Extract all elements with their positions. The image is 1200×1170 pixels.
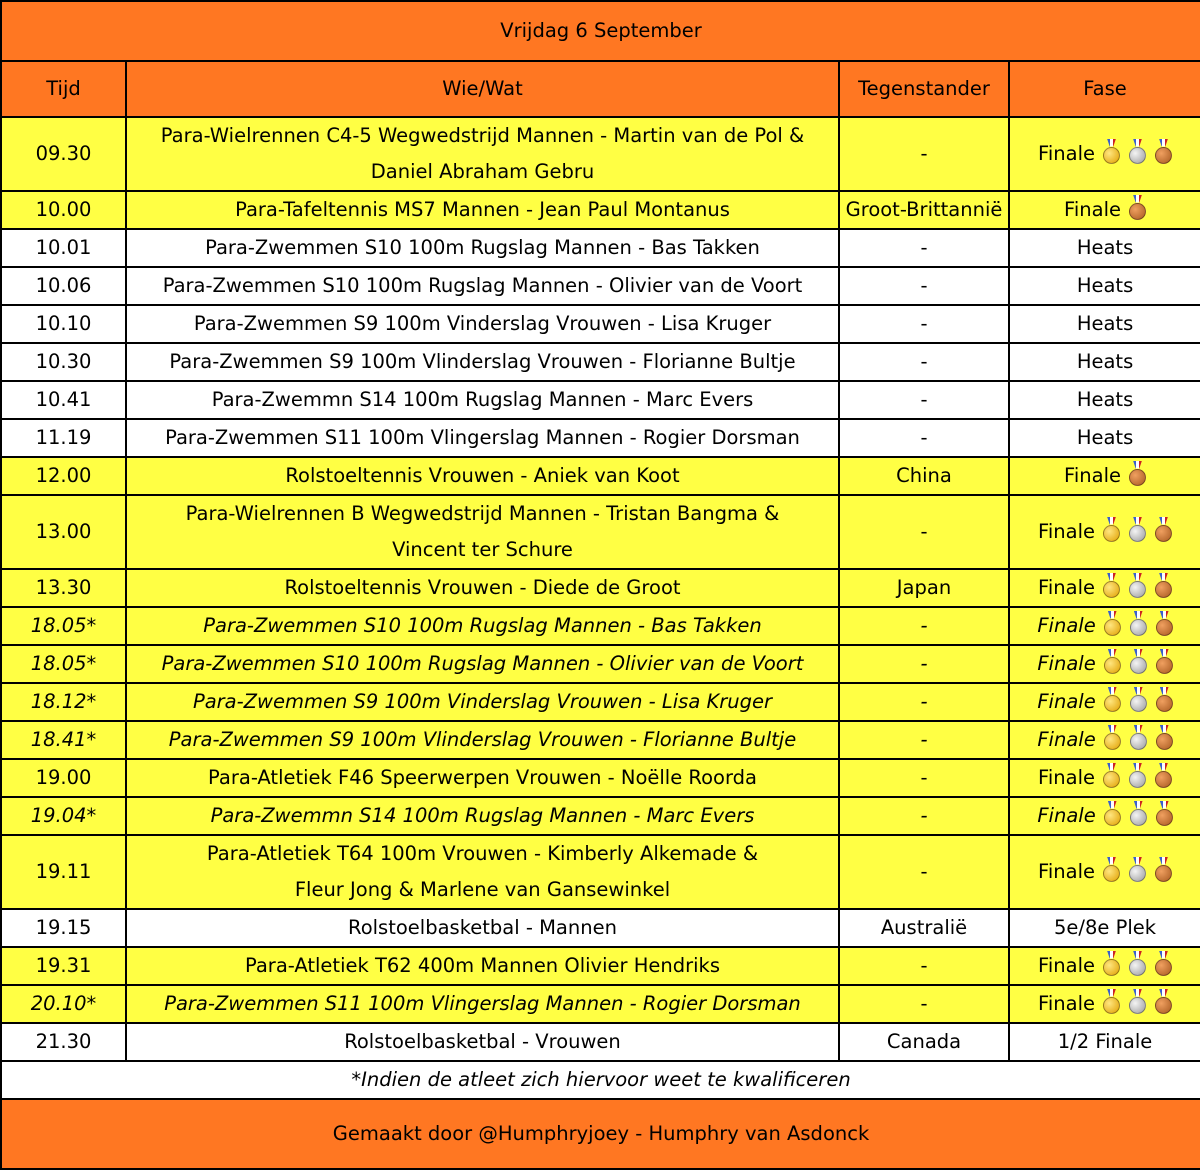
phase-wrap — [1077, 344, 1133, 380]
event-text: Para-Zwemmn S14 100m Rugslag Mannen - Marc Evers — [210, 804, 755, 827]
phase-wrap — [1058, 1024, 1153, 1060]
opponent-cell: - — [839, 721, 1009, 759]
phase-text: 5e/8e Plek — [1054, 916, 1157, 939]
event-text: Vincent ter Schure — [392, 538, 573, 561]
credits: Gemaakt door @Humphryjoey - Humphry van Asdonck — [1, 1099, 1200, 1169]
time-cell: 09.30 — [1, 117, 126, 191]
time-cell: 10.00 — [1, 191, 126, 229]
table-row — [1, 381, 1200, 419]
silver-medal-icon — [1129, 525, 1146, 542]
table-row — [1, 267, 1200, 305]
gold-medal-icon — [1103, 147, 1120, 164]
event-cell — [126, 117, 839, 191]
phase-wrap — [1038, 514, 1172, 550]
medal-group — [1104, 618, 1173, 635]
medal-group — [1103, 958, 1172, 975]
event-cell — [126, 645, 839, 683]
phase-cell — [1009, 191, 1200, 229]
phase-text: Finale — [1038, 576, 1095, 599]
bronze-medal-icon — [1155, 525, 1172, 542]
phase-text: Finale — [1037, 614, 1096, 637]
silver-medal-icon — [1130, 657, 1147, 674]
event-cell — [126, 381, 839, 419]
phase-cell — [1009, 495, 1200, 569]
event-cell — [126, 229, 839, 267]
event-text: Para-Atletiek F46 Speerwerpen Vrouwen - Noëlle Roorda — [208, 766, 757, 789]
event-cell — [126, 607, 839, 645]
phase-text: Finale — [1037, 728, 1096, 751]
time-cell: 18.12* — [1, 683, 126, 721]
phase-wrap — [1037, 722, 1172, 758]
phase-text: Heats — [1076, 426, 1134, 449]
medal-group — [1103, 580, 1172, 597]
event-text: Para-Wielrennen C4-5 Wegwedstrijd Mannen - Martin van de Pol & — [160, 124, 805, 147]
opponent-cell: - — [839, 305, 1009, 343]
silver-medal-icon — [1129, 865, 1146, 882]
table-row — [1, 495, 1200, 569]
phase-wrap — [1064, 192, 1146, 228]
medal-group — [1129, 202, 1146, 219]
medal-group — [1103, 770, 1172, 787]
gold-medal-icon — [1103, 525, 1120, 542]
phase-cell — [1009, 683, 1200, 721]
phase-cell — [1009, 759, 1200, 797]
event-text: Para-Zwemmen S10 100m Rugslag Mannen - Bas Takken — [205, 236, 760, 259]
gold-medal-icon — [1103, 865, 1120, 882]
event-cell — [126, 569, 839, 607]
event-text: Para-Zwemmen S10 100m Rugslag Mannen - Olivier van de Voort — [161, 652, 804, 675]
opponent-cell: - — [839, 381, 1009, 419]
event-cell — [126, 305, 839, 343]
phase-wrap — [1037, 608, 1172, 644]
phase-cell — [1009, 1023, 1200, 1061]
table-row — [1, 457, 1200, 495]
phase-wrap — [1038, 136, 1172, 172]
footer-row — [1, 1099, 1200, 1169]
opponent-cell: - — [839, 343, 1009, 381]
gold-medal-icon — [1104, 733, 1121, 750]
phase-cell — [1009, 835, 1200, 909]
medal-group — [1104, 732, 1173, 749]
phase-wrap — [1037, 798, 1172, 834]
event-cell — [126, 191, 839, 229]
event-text: Para-Zwemmen S10 100m Rugslag Mannen - Olivier van de Voort — [162, 274, 803, 297]
event-text: Daniel Abraham Gebru — [370, 160, 595, 183]
time-cell: 19.15 — [1, 909, 126, 947]
event-cell — [126, 495, 839, 569]
event-cell — [126, 909, 839, 947]
opponent-cell: - — [839, 419, 1009, 457]
table-row — [1, 117, 1200, 191]
phase-cell — [1009, 457, 1200, 495]
event-text: Rolstoelbasketbal - Mannen — [348, 916, 617, 939]
event-text: Para-Zwemmen S9 100m Vinderslag Vrouwen - Lisa Kruger — [193, 312, 772, 335]
phase-wrap — [1077, 230, 1133, 266]
table-row — [1, 759, 1200, 797]
phase-cell — [1009, 607, 1200, 645]
column-header-opponent: Tegenstander — [839, 61, 1009, 117]
phase-text: Heats — [1076, 274, 1134, 297]
page-title: Vrijdag 6 September — [1, 1, 1200, 61]
opponent-cell: - — [839, 495, 1009, 569]
phase-cell — [1009, 947, 1200, 985]
table-row — [1, 645, 1200, 683]
table-row — [1, 835, 1200, 909]
time-cell: 10.30 — [1, 343, 126, 381]
phase-wrap — [1038, 948, 1172, 984]
medal-group — [1103, 996, 1172, 1013]
event-cell — [126, 1023, 839, 1061]
event-text: Para-Tafeltennis MS7 Mannen - Jean Paul Montanus — [235, 198, 730, 221]
bronze-medal-icon — [1129, 203, 1146, 220]
event-text: Para-Zwemmen S9 100m Vlinderslag Vrouwen - Florianne Bultje — [169, 350, 796, 373]
phase-cell — [1009, 305, 1200, 343]
table-row — [1, 569, 1200, 607]
silver-medal-icon — [1129, 959, 1146, 976]
footnote-row — [1, 1061, 1200, 1099]
phase-wrap — [1064, 458, 1146, 494]
time-cell: 19.11 — [1, 835, 126, 909]
event-text: Para-Zwemmen S9 100m Vinderslag Vrouwen - Lisa Kruger — [192, 690, 773, 713]
silver-medal-icon — [1129, 771, 1146, 788]
bronze-medal-icon — [1155, 959, 1172, 976]
opponent-cell: - — [839, 645, 1009, 683]
time-cell: 19.00 — [1, 759, 126, 797]
phase-cell — [1009, 645, 1200, 683]
phase-text: Finale — [1038, 992, 1095, 1015]
opponent-cell: - — [839, 267, 1009, 305]
opponent-cell: - — [839, 683, 1009, 721]
opponent-cell: Groot-Brittannië — [839, 191, 1009, 229]
gold-medal-icon — [1104, 657, 1121, 674]
phase-wrap — [1037, 646, 1172, 682]
phase-cell — [1009, 229, 1200, 267]
opponent-cell: - — [839, 759, 1009, 797]
table-row — [1, 909, 1200, 947]
event-cell — [126, 797, 839, 835]
table-row — [1, 947, 1200, 985]
time-cell: 10.01 — [1, 229, 126, 267]
table-row — [1, 985, 1200, 1023]
medal-group — [1104, 808, 1173, 825]
medal-group — [1129, 468, 1146, 485]
event-cell — [126, 721, 839, 759]
gold-medal-icon — [1103, 959, 1120, 976]
silver-medal-icon — [1130, 733, 1147, 750]
phase-text: Finale — [1064, 198, 1121, 221]
table-row — [1, 343, 1200, 381]
bronze-medal-icon — [1155, 771, 1172, 788]
time-cell: 13.00 — [1, 495, 126, 569]
bronze-medal-icon — [1156, 657, 1173, 674]
event-text: Para-Zwemmen S10 100m Rugslag Mannen - Bas Takken — [203, 614, 762, 637]
event-text: Para-Zwemmn S14 100m Rugslag Mannen - Marc Evers — [211, 388, 754, 411]
column-header-who: Wie/Wat — [126, 61, 839, 117]
phase-wrap — [1037, 684, 1172, 720]
phase-cell — [1009, 797, 1200, 835]
phase-text: Heats — [1076, 236, 1134, 259]
medal-group — [1103, 864, 1172, 881]
bronze-medal-icon — [1156, 695, 1173, 712]
time-cell: 19.31 — [1, 947, 126, 985]
phase-text: Finale — [1064, 464, 1121, 487]
time-cell: 19.04* — [1, 797, 126, 835]
phase-text: Finale — [1038, 520, 1095, 543]
phase-cell — [1009, 721, 1200, 759]
opponent-cell: China — [839, 457, 1009, 495]
table-row — [1, 607, 1200, 645]
table-row — [1, 191, 1200, 229]
gold-medal-icon — [1103, 581, 1120, 598]
phase-cell — [1009, 267, 1200, 305]
opponent-cell: - — [839, 117, 1009, 191]
phase-wrap — [1038, 986, 1172, 1022]
phase-text: Finale — [1038, 954, 1095, 977]
phase-cell — [1009, 343, 1200, 381]
time-cell: 18.41* — [1, 721, 126, 759]
event-text: Para-Atletiek T62 400m Mannen Olivier Hendriks — [244, 954, 721, 977]
silver-medal-icon — [1130, 619, 1147, 636]
phase-text: Finale — [1037, 804, 1096, 827]
phase-wrap — [1038, 570, 1172, 606]
phase-wrap — [1038, 760, 1172, 796]
phase-cell — [1009, 985, 1200, 1023]
opponent-cell: Canada — [839, 1023, 1009, 1061]
time-cell: 18.05* — [1, 645, 126, 683]
opponent-cell: - — [839, 835, 1009, 909]
table-row — [1, 229, 1200, 267]
silver-medal-icon — [1130, 695, 1147, 712]
opponent-cell: - — [839, 985, 1009, 1023]
medal-group — [1103, 524, 1172, 541]
phase-text: Finale — [1037, 652, 1096, 675]
bronze-medal-icon — [1129, 469, 1146, 486]
time-cell: 18.05* — [1, 607, 126, 645]
footnote: *Indien de atleet zich hiervoor weet te kwalificeren — [1, 1061, 1200, 1099]
phase-cell — [1009, 117, 1200, 191]
opponent-cell: - — [839, 947, 1009, 985]
gold-medal-icon — [1103, 771, 1120, 788]
medal-group — [1104, 694, 1173, 711]
column-header-phase: Fase — [1009, 61, 1200, 117]
column-header-time: Tijd — [1, 61, 126, 117]
phase-text: Finale — [1038, 142, 1095, 165]
time-cell: 11.19 — [1, 419, 126, 457]
event-cell — [126, 985, 839, 1023]
event-text: Para-Atletiek T64 100m Vrouwen - Kimberly Alkemade & — [206, 842, 759, 865]
bronze-medal-icon — [1155, 997, 1172, 1014]
phase-cell — [1009, 909, 1200, 947]
silver-medal-icon — [1129, 147, 1146, 164]
event-text: Rolstoeltennis Vrouwen - Diede de Groot — [284, 576, 681, 599]
event-cell — [126, 759, 839, 797]
phase-cell — [1009, 381, 1200, 419]
time-cell: 10.06 — [1, 267, 126, 305]
phase-cell — [1009, 419, 1200, 457]
table-row — [1, 419, 1200, 457]
gold-medal-icon — [1104, 809, 1121, 826]
event-text: Rolstoeltennis Vrouwen - Aniek van Koot — [285, 464, 680, 487]
table-row — [1, 797, 1200, 835]
event-cell — [126, 683, 839, 721]
gold-medal-icon — [1103, 997, 1120, 1014]
event-text: Fleur Jong & Marlene van Gansewinkel — [294, 878, 671, 901]
table-row — [1, 683, 1200, 721]
event-text: Para-Zwemmen S9 100m Vlinderslag Vrouwen - Florianne Bultje — [168, 728, 797, 751]
bronze-medal-icon — [1156, 733, 1173, 750]
bronze-medal-icon — [1155, 581, 1172, 598]
time-cell: 21.30 — [1, 1023, 126, 1061]
opponent-cell: - — [839, 229, 1009, 267]
event-text: Para-Wielrennen B Wegwedstrijd Mannen - Tristan Bangma & — [185, 502, 780, 525]
silver-medal-icon — [1129, 581, 1146, 598]
phase-text: 1/2 Finale — [1057, 1030, 1153, 1053]
opponent-cell: Japan — [839, 569, 1009, 607]
phase-wrap — [1077, 420, 1133, 456]
event-cell — [126, 419, 839, 457]
phase-wrap — [1077, 268, 1133, 304]
time-cell: 10.41 — [1, 381, 126, 419]
bronze-medal-icon — [1156, 619, 1173, 636]
time-cell: 12.00 — [1, 457, 126, 495]
silver-medal-icon — [1129, 997, 1146, 1014]
phase-wrap — [1077, 306, 1133, 342]
event-cell — [126, 343, 839, 381]
bronze-medal-icon — [1155, 147, 1172, 164]
phase-text: Finale — [1037, 690, 1096, 713]
event-text: Para-Zwemmen S11 100m Vlingerslag Mannen - Rogier Dorsman — [164, 992, 801, 1015]
phase-text: Finale — [1038, 860, 1095, 883]
table-row — [1, 1023, 1200, 1061]
opponent-cell: - — [839, 797, 1009, 835]
phase-text: Finale — [1038, 766, 1095, 789]
medal-group — [1104, 656, 1173, 673]
bronze-medal-icon — [1156, 809, 1173, 826]
bronze-medal-icon — [1155, 865, 1172, 882]
opponent-cell: - — [839, 607, 1009, 645]
time-cell: 20.10* — [1, 985, 126, 1023]
event-cell — [126, 457, 839, 495]
phase-cell — [1009, 569, 1200, 607]
title-row — [1, 1, 1200, 61]
phase-text: Heats — [1076, 350, 1134, 373]
event-text: Para-Zwemmen S11 100m Vlingerslag Mannen - Rogier Dorsman — [165, 426, 800, 449]
phase-text: Heats — [1076, 312, 1134, 335]
time-cell: 10.10 — [1, 305, 126, 343]
phase-text: Heats — [1076, 388, 1134, 411]
gold-medal-icon — [1104, 695, 1121, 712]
silver-medal-icon — [1130, 809, 1147, 826]
phase-wrap — [1077, 382, 1133, 418]
medal-group — [1103, 146, 1172, 163]
time-cell: 13.30 — [1, 569, 126, 607]
phase-wrap — [1038, 854, 1172, 890]
event-cell — [126, 835, 839, 909]
event-text: Rolstoelbasketbal - Vrouwen — [344, 1030, 621, 1053]
event-cell — [126, 947, 839, 985]
table-row — [1, 305, 1200, 343]
phase-wrap — [1054, 910, 1156, 946]
event-cell — [126, 267, 839, 305]
gold-medal-icon — [1104, 619, 1121, 636]
table-row — [1, 721, 1200, 759]
header-row — [1, 61, 1200, 117]
opponent-cell: Australië — [839, 909, 1009, 947]
